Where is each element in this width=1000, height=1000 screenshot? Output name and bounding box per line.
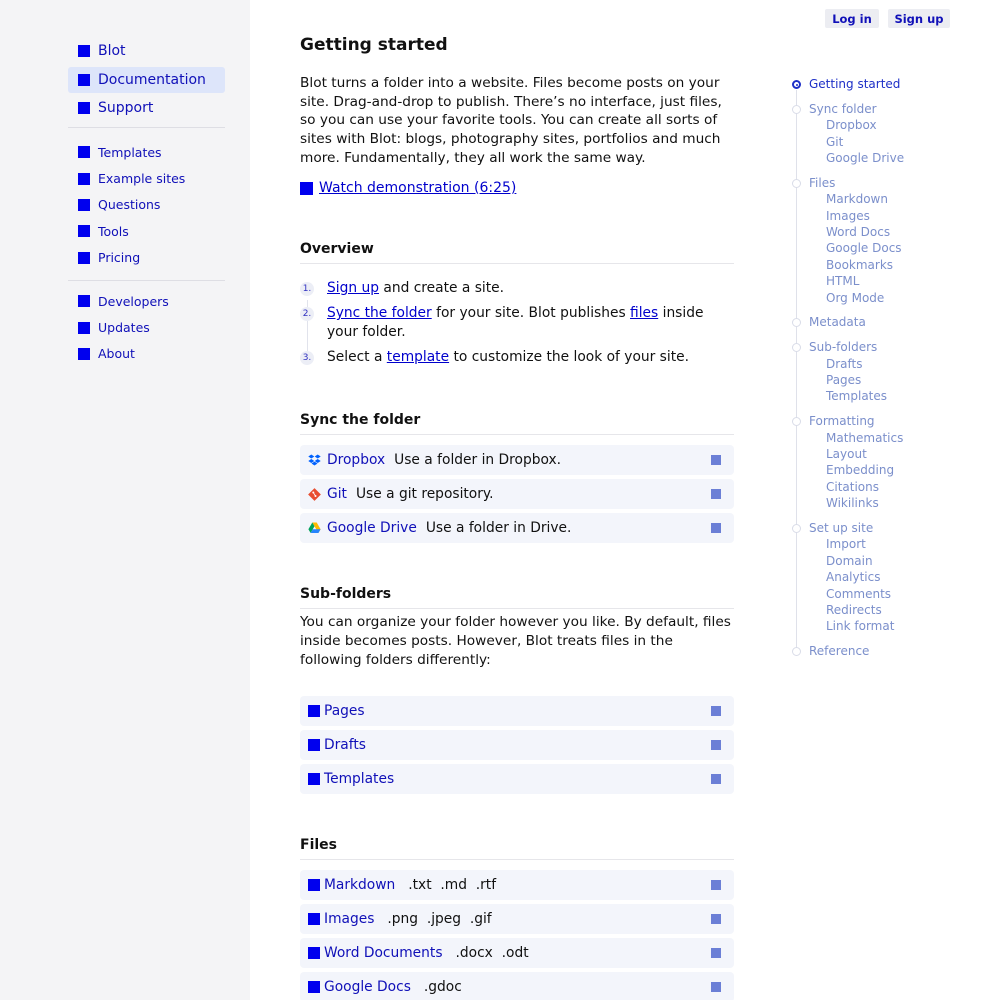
toc-item-getting-started[interactable]: Getting started (809, 77, 901, 91)
toc-dot-icon (792, 80, 801, 89)
sync-heading: Sync the folder (300, 412, 421, 428)
step-text: for your site. Blot publishes (431, 305, 631, 321)
chevron-right-icon (711, 455, 721, 465)
card-title: Google Drive (327, 520, 417, 536)
sidebar-item-questions[interactable] (68, 192, 225, 218)
square-icon (78, 102, 90, 114)
files-link[interactable]: files (630, 305, 659, 321)
file-icon (308, 981, 320, 993)
square-icon (78, 74, 90, 86)
step-text: and create a site. (378, 280, 505, 296)
sidebar-item-support[interactable] (68, 95, 225, 121)
toc-item-wikilinks[interactable]: Wikilinks (826, 496, 879, 511)
square-icon (78, 45, 90, 57)
card-title: Markdown (324, 877, 396, 893)
dropbox-icon (308, 454, 321, 467)
step-number: 1. (300, 282, 314, 296)
square-icon (78, 173, 90, 185)
step-number: 3. (300, 351, 314, 365)
card-description: Use a folder in Drive. (425, 520, 572, 536)
sync-folder-link[interactable]: Sync the folder (327, 305, 432, 321)
toc-item-templates[interactable]: Templates (826, 389, 888, 404)
sync-google-drive-card[interactable] (300, 513, 734, 543)
sync-dropbox-card[interactable] (300, 445, 734, 475)
toc-dot-icon (792, 524, 801, 533)
section-divider (300, 608, 734, 609)
toc-item-set-up-site[interactable]: Set up site (809, 521, 874, 535)
card-title: Word Documents (324, 945, 443, 961)
chevron-right-icon (711, 489, 721, 499)
sidebar (0, 0, 250, 1000)
toc-dot-icon (792, 105, 801, 114)
sidebar-item-label: Pricing (98, 250, 141, 266)
file-google-docs-card[interactable] (300, 972, 734, 1000)
toc-item-formatting[interactable]: Formatting (809, 414, 875, 429)
google-drive-icon (308, 522, 321, 535)
sign-up-link[interactable]: Sign up (327, 280, 379, 296)
section-divider (300, 263, 734, 264)
toc-item-images[interactable]: Images (826, 208, 870, 223)
toc-item-mathematics[interactable]: Mathematics (826, 430, 904, 445)
overview-steps (300, 279, 734, 373)
file-extensions: .gdoc (423, 979, 462, 995)
card-title: Templates (324, 771, 395, 787)
file-icon (308, 913, 320, 925)
watch-demo-link[interactable]: Watch demonstration (6:25) (319, 180, 517, 196)
toc-dot-icon (792, 417, 801, 426)
files-heading: Files (300, 837, 337, 853)
chevron-right-icon (711, 982, 721, 992)
toc-item-sub-folders[interactable]: Sub-folders (809, 340, 878, 355)
demo-link-row (300, 180, 516, 196)
toc-item-google-drive[interactable]: Google Drive (826, 151, 905, 165)
sidebar-item-label: Support (98, 100, 154, 116)
file-icon (308, 879, 320, 891)
page-title: Getting started (300, 35, 448, 55)
card-title: Google Docs (324, 979, 411, 995)
list-item (300, 348, 734, 367)
chevron-right-icon (711, 523, 721, 533)
card-title: Dropbox (327, 452, 386, 468)
toc-dot-icon (792, 318, 801, 327)
subfolder-templates-card[interactable] (300, 764, 734, 794)
square-icon (78, 348, 90, 360)
section-divider (300, 859, 734, 860)
video-icon (300, 182, 313, 195)
folder-icon (308, 705, 320, 717)
sidebar-item-label: Updates (98, 320, 150, 336)
signup-button[interactable]: Sign up (888, 9, 950, 28)
subfolder-drafts-card[interactable] (300, 730, 734, 760)
folder-icon (308, 773, 320, 785)
card-title: Pages (324, 703, 365, 719)
sidebar-item-developers[interactable] (68, 288, 225, 314)
toc-item-metadata[interactable]: Metadata (809, 315, 866, 330)
file-icon (308, 947, 320, 959)
template-link[interactable]: template (386, 349, 450, 365)
sidebar-item-label: Templates (98, 144, 162, 160)
sidebar-item-documentation[interactable] (68, 67, 225, 93)
square-icon (78, 252, 90, 264)
secondary-nav (68, 139, 225, 271)
toc-item-citations[interactable]: Citations (826, 479, 880, 494)
square-icon (78, 225, 90, 237)
sidebar-item-label: Blot (98, 43, 126, 59)
sidebar-item-label: Example sites (98, 171, 186, 187)
toc-item-drafts[interactable]: Drafts (826, 356, 863, 371)
sidebar-item-pricing[interactable] (68, 245, 225, 271)
toc-item-dropbox[interactable]: Dropbox (826, 118, 877, 133)
toc-item-git[interactable]: Git (826, 134, 844, 149)
toc-item-pages[interactable]: Pages (826, 373, 862, 387)
intro-paragraph: Blot turns a folder into a website. Files become posts on your site. Drag-and-drop to publish. There’s no interface, just files, so you can use your favorite tools. You can create all sorts of sites with Blot: blogs, photography sites, portfolios and much more. Fundamentally, they all work the same way. (300, 75, 722, 166)
sidebar-item-label: Documentation (98, 71, 206, 88)
square-icon (78, 295, 90, 307)
login-button[interactable]: Log in (825, 9, 879, 28)
step-text: to customize the look of your site. (449, 349, 689, 365)
sidebar-item-label: About (98, 346, 135, 362)
toc-item-google-docs[interactable]: Google Docs (826, 241, 902, 256)
toc-item-reference[interactable]: Reference (809, 644, 870, 659)
list-item (300, 279, 734, 298)
sidebar-item-label: Tools (98, 223, 129, 239)
card-description: Use a folder in Dropbox. (394, 452, 562, 468)
toc-item-embedding[interactable]: Embedding (826, 463, 895, 478)
card-title: Git (327, 486, 347, 502)
chevron-right-icon (711, 914, 721, 924)
chevron-right-icon (711, 880, 721, 890)
sync-git-card[interactable] (300, 479, 734, 509)
file-images-card[interactable] (300, 904, 734, 934)
toc-item-word-docs[interactable]: Word Docs (826, 225, 891, 239)
subfolders-description: You can organize your folder however you like. By default, files inside becomes posts. However, Blot treats files in the following folders differently: (300, 614, 731, 668)
square-icon (78, 322, 90, 334)
sidebar-item-about[interactable] (68, 341, 225, 367)
git-icon (308, 488, 321, 501)
chevron-right-icon (711, 706, 721, 716)
toc-item-domain[interactable]: Domain (826, 553, 873, 568)
file-markdown-card[interactable] (300, 870, 734, 900)
nav-divider (68, 127, 225, 128)
file-extensions: .txt .md .rtf (408, 877, 497, 893)
sidebar-item-templates[interactable] (68, 139, 225, 165)
primary-nav (68, 38, 225, 124)
step-text: Select a (327, 349, 387, 365)
chevron-right-icon (711, 740, 721, 750)
step-text: inside your folder. (327, 305, 704, 340)
toc-item-analytics[interactable]: Analytics (826, 570, 881, 585)
square-icon (78, 199, 90, 211)
chevron-right-icon (711, 948, 721, 958)
toc-item-org-mode[interactable]: Org Mode (826, 290, 885, 305)
folder-icon (308, 739, 320, 751)
toc-item-import[interactable]: Import (826, 537, 866, 552)
step-number: 2. (300, 307, 314, 321)
file-extensions: .png .jpeg .gif (387, 911, 492, 927)
sidebar-item-tools[interactable] (68, 218, 225, 244)
card-description: Use a git repository. (355, 486, 494, 502)
nav-divider (68, 280, 225, 281)
sidebar-item-blot[interactable] (68, 38, 225, 64)
list-item (300, 304, 734, 342)
overview-heading: Overview (300, 241, 374, 257)
sidebar-item-updates[interactable] (68, 314, 225, 340)
toc-item-comments[interactable]: Comments (826, 586, 892, 601)
toc-item-markdown[interactable]: Markdown (826, 192, 888, 207)
sidebar-item-label: Developers (98, 293, 169, 309)
card-title: Drafts (324, 737, 366, 753)
sidebar-item-label: Questions (98, 197, 161, 213)
sidebar-item-example-sites[interactable] (68, 165, 225, 191)
subfolders-heading: Sub-folders (300, 586, 392, 602)
file-extensions: .docx .odt (455, 945, 529, 961)
card-title: Images (324, 911, 375, 927)
toc-item-link-format[interactable]: Link format (826, 619, 895, 634)
subfolder-pages-card[interactable] (300, 696, 734, 726)
toc-item-bookmarks[interactable]: Bookmarks (826, 257, 894, 272)
square-icon (78, 146, 90, 158)
toc-track (796, 90, 797, 650)
toc-dot-icon (792, 647, 801, 656)
chevron-right-icon (711, 774, 721, 784)
toc-item-html[interactable]: HTML (826, 274, 860, 289)
toc-dot-icon (792, 179, 801, 188)
file-word-documents-card[interactable] (300, 938, 734, 968)
toc-item-redirects[interactable]: Redirects (826, 603, 882, 617)
toc-item-layout[interactable]: Layout (826, 447, 867, 461)
section-divider (300, 434, 734, 435)
toc-dot-icon (792, 343, 801, 352)
toc-item-files[interactable]: Files (809, 175, 836, 190)
toc-item-sync-folder[interactable]: Sync folder (809, 101, 877, 116)
tertiary-nav (68, 288, 225, 367)
